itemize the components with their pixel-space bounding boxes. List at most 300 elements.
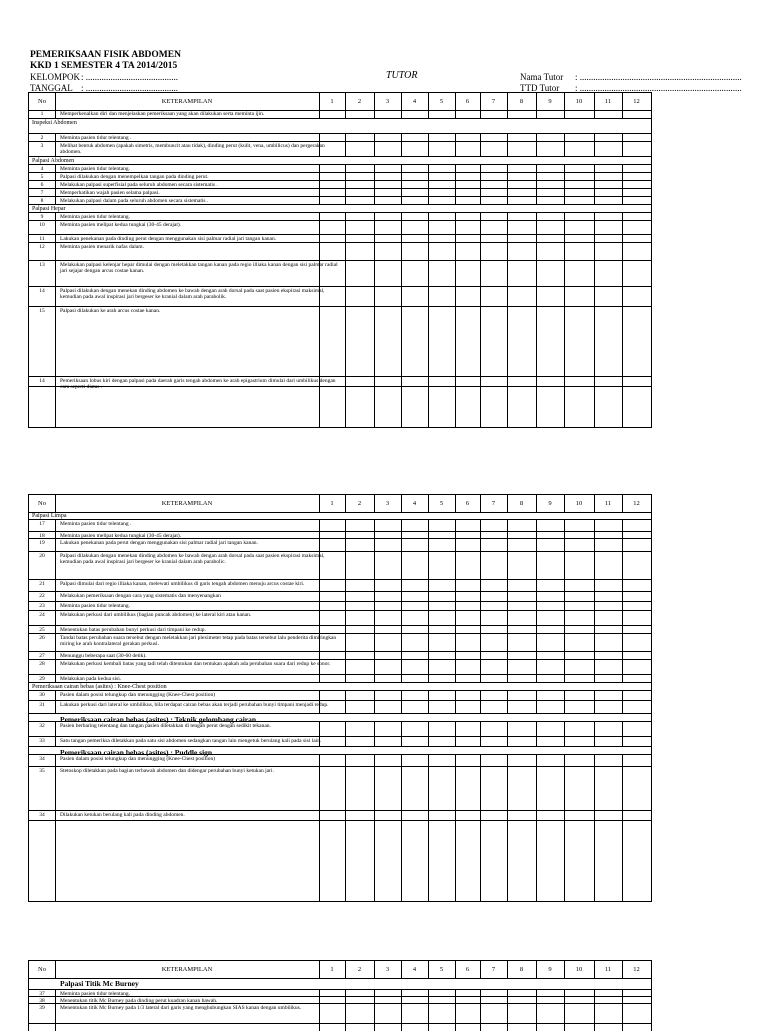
score-cell-divider [345,755,346,766]
score-cell-divider [401,377,402,386]
table-filler [29,387,651,427]
score-cell-divider [319,539,320,551]
score-cell-divider [536,691,537,700]
score-cell-divider [622,165,623,172]
cell-divider [374,1024,375,1031]
score-cell-divider [564,675,565,682]
column-header-tutor-6: 6 [465,98,470,105]
score-cell-divider [564,722,565,736]
score-cell-divider [480,691,481,700]
score-cell-divider [564,634,565,651]
table-row [29,737,651,747]
column-header-tutor-6: 6 [465,500,470,507]
score-cell-divider [428,520,429,531]
score-cell-divider [319,110,320,118]
score-cell-divider [507,287,508,306]
score-cell-divider [428,737,429,746]
header-divider [428,961,429,978]
score-cell-divider [622,142,623,156]
cell-divider [55,652,56,659]
score-cell-divider [428,691,429,700]
cell-divider [455,821,456,901]
score-cell-divider [564,767,565,810]
row-number: 21 [39,581,45,587]
cell-divider [480,1024,481,1031]
score-cell-divider [345,213,346,220]
score-cell-divider [455,181,456,188]
score-cell-divider [345,134,346,141]
tanggal-field[interactable]: : ......................................... [81,83,179,93]
cell-divider [55,634,56,651]
cell-divider [594,1024,595,1031]
score-cell-divider [401,197,402,204]
cell-divider [55,197,56,204]
score-cell-divider [455,221,456,234]
score-cell-divider [536,307,537,376]
cell-divider [55,552,56,579]
cell-divider [55,213,56,220]
table-row [29,261,651,287]
score-cell-divider [564,377,565,386]
table-row [29,110,651,119]
score-cell-divider [345,737,346,746]
table-row [29,189,651,197]
score-cell-divider [507,990,508,996]
score-cell-divider [374,173,375,180]
score-cell-divider [374,189,375,196]
table-row [29,221,651,235]
score-cell-divider [536,767,537,810]
score-cell-divider [564,539,565,551]
score-cell-divider [564,701,565,713]
score-cell-divider [594,675,595,682]
table-row [29,691,651,701]
score-cell-divider [455,652,456,659]
score-cell-divider [455,997,456,1003]
score-cell-divider [622,221,623,234]
cell-divider [55,307,56,376]
column-header-tutor-1: 1 [330,500,334,507]
score-cell-divider [536,235,537,242]
score-cell-divider [622,552,623,579]
score-cell-divider [455,691,456,700]
cell-divider [55,811,56,820]
score-cell-divider [374,660,375,674]
score-cell-divider [374,142,375,156]
score-cell-divider [319,189,320,196]
score-cell-divider [536,221,537,234]
column-header-tutor-1: 1 [330,98,334,105]
score-cell-divider [428,611,429,625]
header-divider [622,961,623,978]
score-cell-divider [564,261,565,286]
row-number: 18 [39,533,45,539]
score-cell-divider [345,660,346,674]
table-row [29,532,651,539]
skill-text: Dilakukan ketukan berulang kali pada dinding abdomen. [60,812,185,818]
score-cell-divider [374,767,375,810]
cell-divider [507,821,508,901]
cell-divider [374,821,375,901]
row-number: 4 [40,166,44,172]
score-cell-divider [507,580,508,591]
score-cell-divider [594,142,595,156]
score-cell-divider [480,737,481,746]
score-cell-divider [507,213,508,220]
skill-text: Meminta pasien melipat kedua tungkai (30-45 derajat). [60,533,182,539]
cell-divider [480,821,481,901]
score-cell-divider [455,165,456,172]
score-cell-divider [507,197,508,204]
header-divider [455,495,456,512]
cell-divider [428,1024,429,1031]
score-cell-divider [374,592,375,601]
row-number: 33 [39,738,45,744]
cell-divider [55,701,56,713]
score-cell-divider [622,189,623,196]
kelompok-label: KELOMPOK [30,72,81,82]
score-cell-divider [319,592,320,601]
score-cell-divider [455,811,456,820]
nama-tutor-field[interactable]: : ........................................................................ [575,72,742,82]
score-cell-divider [319,243,320,260]
score-cell-divider [480,552,481,579]
score-cell-divider [564,213,565,220]
score-cell-divider [564,755,565,766]
score-cell-divider [319,1004,320,1023]
column-header-tutor-12: 12 [633,98,640,105]
score-cell-divider [345,652,346,659]
score-cell-divider [507,261,508,286]
score-cell-divider [345,990,346,996]
score-cell-divider [374,580,375,591]
score-cell-divider [455,243,456,260]
score-cell-divider [428,755,429,766]
header-divider [455,961,456,978]
score-cell-divider [564,142,565,156]
score-cell-divider [455,307,456,376]
score-cell-divider [480,134,481,141]
score-cell-divider [564,990,565,996]
score-cell-divider [594,660,595,674]
score-cell-divider [564,134,565,141]
score-cell-divider [345,287,346,306]
kelompok-field[interactable]: : ......................................... [81,72,179,82]
score-cell-divider [374,1004,375,1023]
score-cell-divider [374,701,375,713]
row-number: 27 [39,653,45,659]
score-cell-divider [345,243,346,260]
score-cell-divider [401,520,402,531]
score-cell-divider [319,737,320,746]
score-cell-divider [594,110,595,118]
score-cell-divider [401,213,402,220]
section-title: Palpasi Abdomen [32,158,75,164]
column-header-tutor-10: 10 [575,98,583,105]
row-number: 13 [39,262,45,268]
score-cell-divider [480,580,481,591]
score-cell-divider [622,110,623,118]
score-cell-divider [594,755,595,766]
score-cell-divider [507,173,508,180]
score-cell-divider [455,592,456,601]
score-cell-divider [455,173,456,180]
row-number: 25 [39,627,45,633]
score-cell-divider [345,377,346,386]
table-row [29,213,651,221]
score-cell-divider [428,243,429,260]
score-cell-divider [345,261,346,286]
score-cell-divider [401,691,402,700]
column-header-tutor-10: 10 [575,966,583,973]
score-cell-divider [507,532,508,538]
header-divider [428,93,429,110]
row-number: 32 [39,723,45,729]
header-divider [55,93,56,110]
score-cell-divider [622,767,623,810]
row-number: 5 [40,174,44,180]
score-cell-divider [536,197,537,204]
table-row [29,811,651,821]
score-cell-divider [345,722,346,736]
score-cell-divider [374,134,375,141]
score-cell-divider [507,377,508,386]
score-cell-divider [345,767,346,810]
score-cell-divider [564,592,565,601]
score-cell-divider [564,691,565,700]
score-cell-divider [345,611,346,625]
row-number: 23 [39,603,45,609]
skill-text: Memperhatikan wajah pasien selama palpasi. [60,190,160,196]
score-cell-divider [564,811,565,820]
score-cell-divider [480,675,481,682]
column-header-tutor-5: 5 [439,500,444,507]
cell-divider [55,377,56,386]
score-cell-divider [480,197,481,204]
cell-divider [55,990,56,996]
header-divider [480,93,481,110]
header-divider [536,93,537,110]
cell-divider [55,997,56,1003]
score-cell-divider [319,261,320,286]
score-cell-divider [374,652,375,659]
score-cell-divider [480,811,481,820]
skill-text: Melakukan palpasi dalam pada seluruh abdomen secara sistematis . [60,198,209,204]
column-header-tutor-6: 6 [465,966,470,973]
section-row [29,205,651,213]
table-row [29,1004,651,1024]
score-cell-divider [455,602,456,610]
score-cell-divider [345,997,346,1003]
score-cell-divider [401,626,402,633]
section-title: Inspeksi Abdomen [32,120,77,126]
score-cell-divider [401,552,402,579]
column-header-tutor-3: 3 [385,966,390,973]
score-cell-divider [480,532,481,538]
header-divider [55,495,56,512]
score-cell-divider [480,173,481,180]
ttd-tutor-field[interactable]: : ........................................................................ [575,83,742,93]
cell-divider [55,235,56,242]
score-cell-divider [507,243,508,260]
score-cell-divider [401,997,402,1003]
header-divider [507,495,508,512]
score-cell-divider [507,307,508,376]
score-cell-divider [564,307,565,376]
header-divider [345,93,346,110]
row-number: 6 [40,182,44,188]
score-cell-divider [374,243,375,260]
score-cell-divider [536,634,537,651]
score-cell-divider [401,675,402,682]
table-header-row [29,961,651,979]
row-number: 14 [39,288,45,294]
cell-divider [55,821,56,901]
skill-text: Meminta pasien tidur telentang. [60,603,130,609]
score-cell-divider [428,189,429,196]
score-cell-divider [374,675,375,682]
score-cell-divider [374,197,375,204]
score-cell-divider [622,261,623,286]
score-cell-divider [374,691,375,700]
cell-divider [455,1024,456,1031]
score-cell-divider [536,189,537,196]
score-cell-divider [564,235,565,242]
score-cell-divider [374,213,375,220]
score-cell-divider [480,652,481,659]
score-cell-divider [594,134,595,141]
score-cell-divider [564,652,565,659]
score-cell-divider [507,691,508,700]
table-row [29,142,651,157]
skill-text: Satu tangan pemeriksa diletakkan pada satu sisi abdomen sedangkan tangan lain mengetuk berulang kali pada sisi lain. [60,738,322,744]
score-cell-divider [345,592,346,601]
score-cell-divider [507,235,508,242]
skill-text: Melakukan palpasi superfisial pada seluruh abdomen secara sistematis . [60,182,218,188]
score-cell-divider [564,660,565,674]
score-cell-divider [455,737,456,746]
score-cell-divider [507,611,508,625]
cell-divider [564,821,565,901]
score-cell-divider [345,235,346,242]
score-cell-divider [374,755,375,766]
column-header-tutor-11: 11 [604,966,612,973]
score-cell-divider [480,243,481,260]
score-cell-divider [536,243,537,260]
cell-divider [55,539,56,551]
table-row [29,307,651,377]
score-cell-divider [622,181,623,188]
score-cell-divider [319,181,320,188]
score-cell-divider [319,520,320,531]
cell-divider [507,1024,508,1031]
section-row [29,978,651,990]
cell-divider [55,675,56,682]
score-cell-divider [428,660,429,674]
score-cell-divider [401,287,402,306]
score-cell-divider [594,287,595,306]
score-cell-divider [374,235,375,242]
cell-divider [55,142,56,156]
cell-divider [345,821,346,901]
column-header-tutor-12: 12 [633,966,640,973]
column-header-tutor-9: 9 [548,966,552,973]
score-cell-divider [345,634,346,651]
score-cell-divider [564,532,565,538]
header-divider [374,495,375,512]
cell-divider [564,1024,565,1031]
row-number: 34 [39,812,45,818]
score-cell-divider [622,243,623,260]
form-subtitle: KKD 1 SEMESTER 4 TA 2014/2015 [30,61,178,71]
skill-text: Stetoskop diletakkan pada bagian terbawah abdomen dan didengar perubahan bunyi ketukan jari. [60,768,274,774]
score-cell-divider [455,634,456,651]
column-header-tutor-8: 8 [519,98,524,105]
score-cell-divider [345,189,346,196]
score-cell-divider [455,110,456,118]
score-cell-divider [480,165,481,172]
score-cell-divider [374,307,375,376]
score-cell-divider [480,611,481,625]
skill-text: Pasien dalam posisi telungkup dan menungging (Knee-Chest position) [60,692,216,698]
score-cell-divider [480,221,481,234]
cell-divider [55,737,56,746]
score-cell-divider [564,197,565,204]
score-cell-divider [594,626,595,633]
score-cell-divider [319,377,320,386]
table-row [29,755,651,767]
column-header-no: No [38,98,46,105]
score-cell-divider [507,552,508,579]
score-cell-divider [428,307,429,376]
table-row [29,592,651,602]
row-number: 15 [39,308,45,314]
score-cell-divider [622,520,623,531]
cell-divider [536,1024,537,1031]
nama-tutor-label: Nama Tutor [520,72,564,82]
table-row [29,235,651,243]
cell-divider [55,626,56,633]
score-cell-divider [507,767,508,810]
score-cell-divider [536,173,537,180]
score-cell-divider [622,755,623,766]
skill-text: Pasien dalam posisi telungkup dan menungging (Knee-Chest position) [60,756,216,762]
score-cell-divider [455,134,456,141]
score-cell-divider [345,691,346,700]
cell-divider [319,821,320,901]
score-cell-divider [480,1004,481,1023]
score-cell-divider [401,722,402,736]
section-row [29,157,651,165]
header-divider [480,495,481,512]
score-cell-divider [428,592,429,601]
table-row [29,675,651,683]
score-cell-divider [536,520,537,531]
table-row [29,539,651,552]
section-row [29,714,651,722]
score-cell-divider [455,580,456,591]
score-cell-divider [622,377,623,386]
score-cell-divider [374,261,375,286]
score-cell-divider [401,990,402,996]
score-cell-divider [622,580,623,591]
score-cell-divider [401,539,402,551]
score-cell-divider [374,722,375,736]
score-cell-divider [345,1004,346,1023]
cell-divider [428,821,429,901]
score-cell-divider [319,142,320,156]
score-cell-divider [536,539,537,551]
